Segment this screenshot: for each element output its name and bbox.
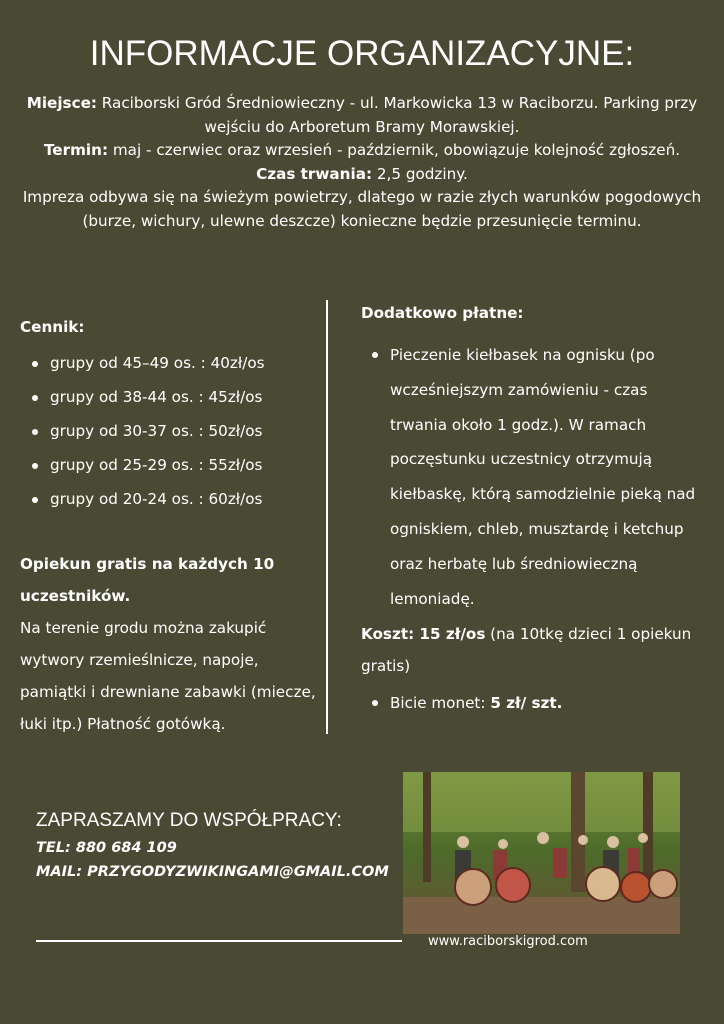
place-label: Miejsce: (26, 94, 97, 112)
price-item: grupy od 38-44 os. : 45zł/os (20, 386, 320, 420)
duration-info (14, 163, 710, 187)
sausage-item: Pieczenie kiełbasek na ognisku (po wcześniejszym zamówieniu - czas trwania około 1 godz.). W ramach poczęstunku uczestnicy otrzymują kiełbaskę, którą samodzielnie pieką nad ogniskiem, chleb, musztardę i ketchup oraz herbatę lub średniowieczną lemoniadę. (361, 338, 701, 616)
guardian-section (20, 548, 320, 740)
intro-section (14, 92, 710, 233)
sausage-cost (361, 618, 701, 682)
coins-item (361, 686, 701, 721)
pricing-section (20, 316, 320, 522)
cost-note: (na 10tkę dzieci 1 opiekun gratis) (361, 625, 692, 676)
duration-text: 2,5 godziny. (376, 164, 468, 183)
extra-paid-section (361, 302, 701, 721)
extra-list (361, 338, 701, 616)
website-link[interactable]: www.raciborskigrod.com (428, 934, 588, 949)
place-text: Raciborski Gród Średniowieczny - ul. Markowicka 13 w Raciborzu. Parking przy wejściu do Arboretum Bramy Morawskiej. (101, 94, 698, 136)
contact-info (36, 836, 416, 884)
price-item: grupy od 30-37 os. : 50zł/os (20, 420, 320, 454)
column-divider (326, 300, 328, 734)
footer-rule (36, 940, 402, 942)
invite-heading: ZAPRASZAMY DO WSPÓŁPRACY: (36, 810, 342, 831)
place-info (14, 92, 710, 139)
price-item: grupy od 25-29 os. : 55zł/os (20, 454, 320, 488)
email-address: MAIL: PRZYGODYZWIKINGAMI@GMAIL.COM (36, 864, 389, 880)
price-list (20, 352, 320, 522)
coins-label: Bicie monet: (390, 694, 486, 713)
price-item: grupy od 45–49 os. : 40zł/os (20, 352, 320, 386)
pricing-heading: Cennik: (20, 318, 85, 336)
term-label: Termin: (43, 141, 109, 159)
duration-label: Czas trwania: (256, 164, 373, 183)
coins-list (361, 686, 701, 721)
term-text: maj - czerwiec oraz wrzesień - październik, obowiązuje kolejność zgłoszeń. (112, 141, 681, 159)
coins-price: 5 zł/ szt. (490, 694, 563, 713)
cost-label: Koszt: 15 zł/os (361, 625, 486, 644)
extra-heading: Dodatkowo płatne: (361, 304, 524, 322)
guardian-free-text: Opiekun gratis na każdych 10 uczestników. (20, 555, 275, 605)
term-info (14, 139, 710, 163)
price-item: grupy od 20-24 os. : 60zł/os (20, 488, 320, 522)
vikings-group-photo (403, 772, 680, 934)
phone-number: TEL: 880 684 109 (36, 840, 177, 856)
page-title: INFORMACJE ORGANIZACYJNE: (89, 34, 635, 73)
weather-info: Impreza odbywa się na świeżym powietrzy, dlatego w razie złych warunków pogodowych (burze, wichury, ulewne deszcze) konieczne będzie przesunięcie terminu. (22, 188, 702, 230)
shop-info-text: Na terenie grodu można zakupić wytwory rzemieślnicze, napoje, pamiątki i drewniane zabawki (miecze, łuki itp.) Płatność gotówką. (20, 619, 316, 733)
